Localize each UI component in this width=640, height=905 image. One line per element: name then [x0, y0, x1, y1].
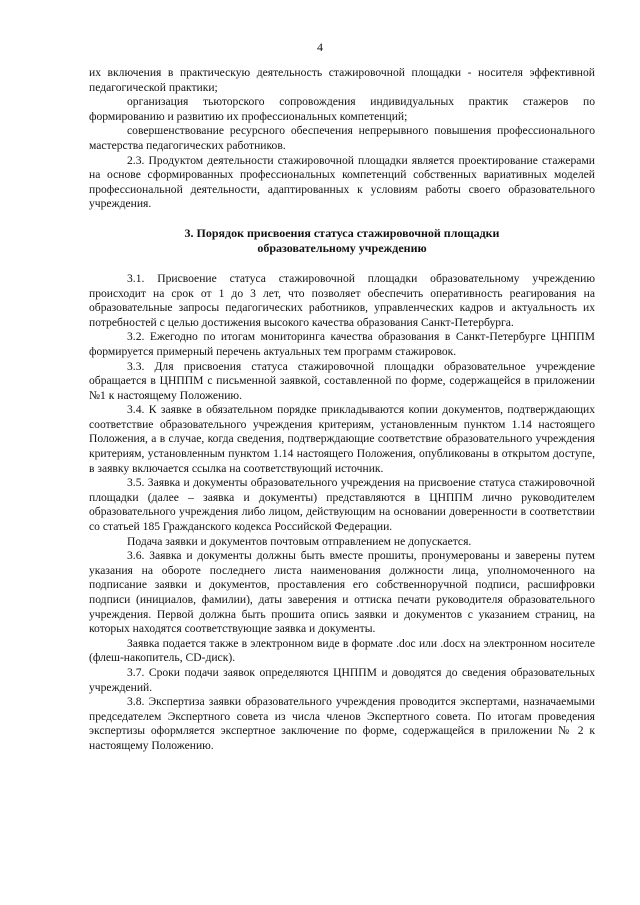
paragraph: их включения в практическую деятельность стажировочной площадки - носителя эффективной педагогической практики; — [89, 66, 595, 94]
paragraph: организация тьюторского сопровождения индивидуальных практик стажеров по формированию и развитию их профессиональных компетенций; — [89, 95, 595, 123]
paragraph: Заявка подается также в электронном виде в формате .doc или .docx на электронном носителе (флеш-накопитель, CD-диск). — [89, 636, 595, 665]
paragraph: Подача заявки и документов почтовым отправлением не допускается. — [127, 534, 472, 548]
paragraph: 3.5. Заявка и документы образовательного учреждения на присвоение статуса стажировочной площадки (далее – заявка и документы) представляются в ЦНППМ лично руководителем образовательного учреждения либо лицом, действующим на основании доверенности в соответствии со статьей 185 Гражданского кодекса Российской Федерации. — [89, 476, 595, 534]
paragraph: 2.3. Продуктом деятельности стажировочной площадки является проектирование стажерами на основе сформированных профессиональных компетенций собственных вариативных моделей профессиональной деятельности, адаптированных к условиям работы своего образовательного учреждения. — [89, 153, 595, 211]
document-body — [89, 66, 595, 754]
page-number: 4 — [317, 40, 323, 54]
paragraph: 3.2. Ежегодно по итогам мониторинга качества образования в Санкт-Петербурге ЦНППМ формируется примерный перечень актуальных тем программ стажировок. — [89, 330, 595, 358]
section-heading-line: образовательному учреждению — [257, 240, 427, 255]
paragraph: 3.7. Сроки подачи заявок определяются ЦНППМ и доводятся до сведения образовательных учреждений. — [89, 665, 595, 694]
paragraph: совершенствование ресурсного обеспечения непрерывного повышения профессионального мастерства педагогических работников. — [89, 124, 595, 152]
paragraph: 3.6. Заявка и документы должны быть вместе прошиты, пронумерованы и заверены путем указания на обороте последнего листа наименования должности лица, уполномоченного на подписание заявки и документов, проставления его собственноручной подписи, расшифровки подписи (инициалов, фамилии), даты заверения и оттиска печати руководителя образовательного учреждения. Первой должна быть прошита опись заявки и документов с указанием страниц, на которых находятся соответствующие заявка и документы. — [89, 549, 595, 636]
paragraph: 3.4. К заявке в обязательном порядке прикладываются копии документов, подтверждающих соответствие образовательного учреждения критериям, установленным пунктом 1.14 настоящего Положения, а в случае, когда сведения, подтверждающие соответствие образовательного учреждения критериям, установленным пунктом 1.14 настоящего Положения, опубликованы в открытом доступе, в заявку включается ссылка на соответствующий источник. — [89, 403, 595, 475]
section-heading-line: 3. Порядок присвоения статуса стажировочной площадки — [184, 225, 500, 240]
paragraph: 3.3. Для присвоения статуса стажировочной площадки образовательное учреждение обращается в ЦНППМ с письменной заявкой, составленной по форме, содержащейся в приложении №1 к настоящему Положению. — [89, 359, 595, 402]
paragraph: 3.8. Экспертиза заявки образовательного учреждения проводится экспертами, назначаемыми председателем Экспертного совета из числа членов Экспертного совета. По итогам проведения экспертизы оформляется экспертное заключение по форме, содержащейся в приложении № 2 к настоящему Положению. — [89, 695, 595, 752]
paragraph: 3.1. Присвоение статуса стажировочной площадки образовательному учреждению происходит на срок от 1 до 3 лет, что позволяет обеспечить оперативность реагирования на образовательные запросы педагогических работников, управленческих кадров и актуальность их потребностей с целью достижения высокого качества образования Санкт-Петербурга. — [89, 271, 595, 329]
section-heading — [89, 226, 595, 256]
